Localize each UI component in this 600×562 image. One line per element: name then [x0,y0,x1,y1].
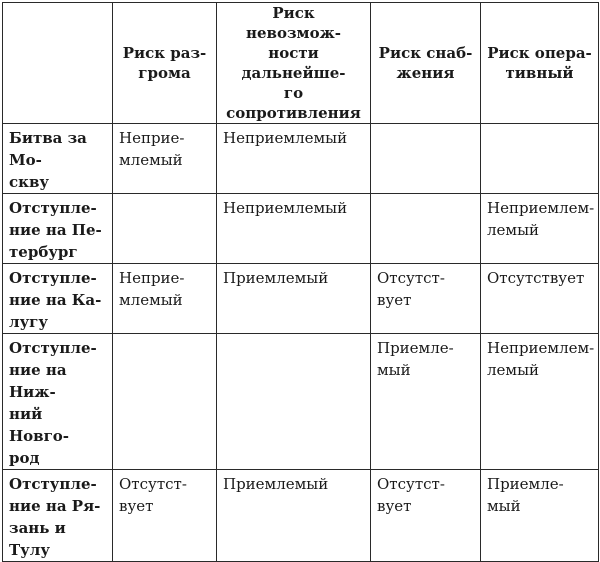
header-resistance-risk: Риск невозмож- ности дальнейше- го сопротивления [217,3,371,124]
table-row [3,334,599,470]
header-row [3,3,599,124]
cell [113,194,217,264]
row-label-petersburg: Отступле- ние на Пе- тербург [3,194,113,264]
cell: Приемлемый [217,264,371,334]
header-operational-risk: Риск опера- тивный [481,3,599,124]
cell: Неприемлем- лемый [481,194,599,264]
header-defeat-risk: Риск раз- грома [113,3,217,124]
table-row [3,264,599,334]
row-label-ryazan-tula: Отступле- ние на Ря- зань и Тулу [3,470,113,562]
cell: Неприемлемый [217,194,371,264]
row-label-kaluga: Отступле- ние на Ка- лугу [3,264,113,334]
cell [217,334,371,470]
cell: Неприе- млемый [113,124,217,194]
table-row [3,194,599,264]
cell: Приемле- мый [481,470,599,562]
cell: Отсутст- вует [371,264,481,334]
cell: Неприемлем- лемый [481,334,599,470]
cell: Приемле- мый [371,334,481,470]
cell: Неприе- млемый [113,264,217,334]
cell [481,124,599,194]
table-row [3,124,599,194]
header-supply-risk: Риск снаб- жения [371,3,481,124]
cell: Приемлемый [217,470,371,562]
cell: Отсутст- вует [371,470,481,562]
cell [113,334,217,470]
row-label-nizhny-novgorod: Отступле- ние на Ниж- ний Новго- род [3,334,113,470]
header-corner [3,3,113,124]
table-row [3,470,599,562]
risk-table [2,2,599,562]
row-label-moscow: Битва за Мо- скву [3,124,113,194]
cell: Неприемлемый [217,124,371,194]
cell: Отсутст- вует [113,470,217,562]
cell [371,194,481,264]
cell: Отсутствует [481,264,599,334]
cell [371,124,481,194]
